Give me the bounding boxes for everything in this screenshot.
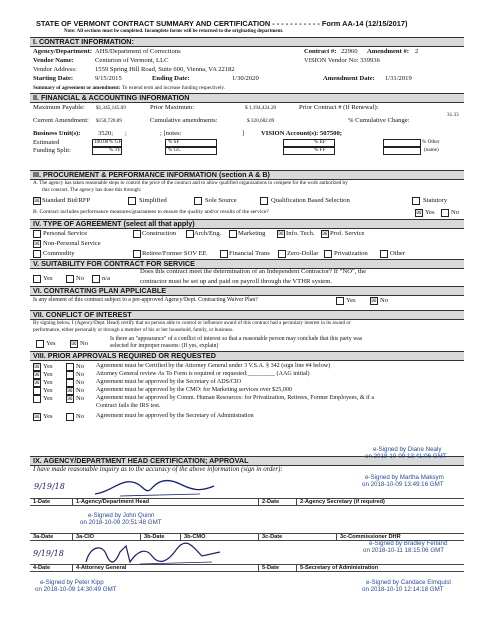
info-tech-label: Info. Tech. <box>286 230 315 237</box>
esign-by-1: e-Signed by Diane Nealy <box>373 446 442 453</box>
conflict-text-2: performance, either personally or through a member of his or her household, family, or business. <box>33 327 234 333</box>
personal-service-checkbox[interactable] <box>33 230 41 238</box>
other-label: % Other <box>422 139 440 145</box>
label-3c-date: 3c-Date <box>262 534 283 540</box>
notes-close: ] <box>242 130 245 137</box>
contracting-plan-question: Is any element of this contract subject to a pre-approved Agency/Dept. Contracting Waiver Plan? <box>33 297 258 303</box>
approval-text: Agreement must be approved by the Secretary of Administration <box>96 413 254 419</box>
procurement-a-text-1: A. The agency has taken reasonable steps to control the price of the contract and to allow qualified organizations to compete for the work authorized by <box>33 180 348 186</box>
sig-divider-g <box>258 533 259 540</box>
vendor-address-label: Vendor Address: <box>33 66 77 73</box>
esign-by-3: e-Signed by John Quinn <box>88 512 155 519</box>
section-certification-approval: IX. AGENCY/DEPARTMENT HEAD CERTIFICATION; APPROVAL <box>30 456 464 466</box>
label-5-secretary-admin: 5-Secretary of Administration <box>300 565 379 571</box>
approval-no-label: No <box>76 371 85 378</box>
prior-contract-label: Prior Contract # (If Renewal): <box>299 104 379 111</box>
business-units-value: 3520; <box>98 130 114 137</box>
esign-on-6: on 2018-10-10 12:14:18 GMT <box>362 586 444 593</box>
label-2-date: 2-Date <box>262 499 280 505</box>
vendor-name-value: Centurion of Vermont, LLC <box>95 57 169 64</box>
ef-field[interactable] <box>283 139 335 147</box>
notes-label: ; [notes: <box>160 130 182 137</box>
form-note: Note: All sections must be completed. Incomplete forms will be returned to the originating department. <box>64 29 284 34</box>
marketing-label: Marketing <box>238 230 266 237</box>
sig-divider-f <box>180 533 181 540</box>
esign-on-2: on 2018-10-09 13:49:16 GMT <box>362 481 444 488</box>
suitability-na-label: n/a <box>102 275 111 282</box>
esign-by-2: e-Signed by Martha Maksym <box>365 474 444 481</box>
funding-split-label: Funding Split: <box>33 147 71 154</box>
label-4-attorney-general: 4-Attorney General <box>76 565 127 571</box>
label-3a-cio: 3a-CIO <box>76 534 95 540</box>
label-3a-date: 3a-Date <box>33 534 54 540</box>
privatization-checkbox[interactable] <box>324 250 332 258</box>
agency-value: AHS/Department of Corrections <box>95 48 181 55</box>
summary-label: Summary of agreement or amendment: <box>33 85 121 91</box>
sf-label: % SF <box>168 139 180 145</box>
sig-divider-j <box>258 564 259 571</box>
handwritten-date-1: 9/19/18 <box>34 482 65 491</box>
summary-value: To extend term and increase funding respectively. <box>122 85 226 91</box>
approval-no-label: No <box>76 363 85 370</box>
gc-label: % GC <box>168 147 181 153</box>
procurement-a-text-2: this contract. The agency has done this through: <box>42 187 142 193</box>
ending-date-label: Ending Date: <box>152 75 190 82</box>
conflict-no-checkbox[interactable]: ☒ <box>71 340 77 347</box>
business-units-separator: ; <box>125 130 127 137</box>
sig-divider-d <box>72 533 73 540</box>
contract-number-value: 22960 <box>341 48 358 55</box>
section-type-of-agreement: IV. TYPE OF AGREEMENT (select all that apply) <box>30 219 464 229</box>
label-5-date: 5-Date <box>262 565 280 571</box>
sig-divider-i <box>72 564 73 571</box>
conflict-yes-label: Yes <box>46 340 56 347</box>
other-name-label: (name) <box>424 147 439 153</box>
performance-measures-question: B. Contract includes performance measures/guarantees to ensure the quality and/or results of the service? <box>33 209 269 215</box>
label-3b-cmo: 3b-CMO <box>184 534 206 540</box>
approval-yes-label: Yes <box>43 395 53 402</box>
performance-yes-checkbox[interactable]: ☒ <box>416 209 422 216</box>
esign-by-5: e-Signed by Peter Kipp <box>40 579 104 586</box>
gf-label: % GF <box>109 139 122 145</box>
approval-no-label: No <box>76 395 85 402</box>
prior-max-value: $ 1,194,424.20 <box>245 105 277 111</box>
label-1-agency-head: 1-Agency/Department Head <box>76 499 150 505</box>
approval-yes-checkbox[interactable]: ☒ <box>34 379 40 386</box>
standard-bid-label: Standard Bid/RFP <box>42 197 91 204</box>
approval-no-label: No <box>76 413 85 420</box>
ff-label: % FF <box>314 147 326 153</box>
label-4-date: 4-Date <box>33 565 51 571</box>
arch-eng-checkbox[interactable] <box>186 230 194 238</box>
qualification-based-label: Qualification Based Selection <box>271 197 350 204</box>
qualification-based-checkbox[interactable] <box>260 197 268 205</box>
approval-yes-label: Yes <box>43 379 53 386</box>
agency-head-signature <box>90 474 220 500</box>
tf-label: % TF <box>109 147 121 153</box>
max-payable-label: Maximum Payable: <box>33 104 85 111</box>
amendment-date-value: 1/31/2019 <box>385 75 412 82</box>
section-conflict-of-interest: VII. CONFLICT OF INTEREST <box>30 310 464 320</box>
max-payable-value: $1,345,145.09 <box>96 105 126 111</box>
financial-trans-label: Financial Trans <box>229 250 270 257</box>
approval-no-checkbox[interactable]: ☒ <box>67 395 73 402</box>
retiree-checkbox[interactable] <box>133 250 141 258</box>
label-3c-commissioner: 3c-Commissioner DHR <box>340 534 401 540</box>
sole-source-label: Sole Source <box>205 197 237 204</box>
other-field[interactable] <box>383 139 421 147</box>
conflict-no-label: No <box>80 340 89 347</box>
cumulative-amendments-label: Cumulative amendments: <box>150 117 218 124</box>
esign-on-4: on 2018-10-11 18:15:06 GMT <box>363 547 445 554</box>
section-financial-accounting: II. FINANCIAL & ACCOUNTING INFORMATION <box>30 93 464 103</box>
business-units-label: Business Unit(s): <box>33 130 81 137</box>
simplified-checkbox[interactable] <box>128 197 136 205</box>
approval-yes-label: Yes <box>43 363 53 370</box>
suitability-no-checkbox[interactable] <box>66 275 74 283</box>
sig-divider-h <box>336 533 337 540</box>
estimated-label: Estimated <box>33 139 60 146</box>
section-procurement-performance: III. PROCUREMENT & PERFORMANCE INFORMATION (section A & B) <box>30 170 464 180</box>
approval-text: Attorney General review As To Form is required or requested:_________ (AAG initial) <box>96 371 310 377</box>
prof-service-checkbox[interactable]: ☒ <box>322 230 328 237</box>
approval-text: Agreement must be Certified by the Attorney General under 3 V.S.A. § 342 (sign line #4 below) <box>96 363 331 369</box>
vision-accounts: VISION Account(s): 507500; <box>261 130 342 137</box>
statutory-checkbox[interactable] <box>412 197 420 205</box>
esign-on-3: on 2018-10-09 20:51:48 GMT <box>80 519 162 526</box>
performance-no-label: No <box>451 209 460 216</box>
approval-text: Agreement must be approved by the Secretary of ADS/CIO <box>96 379 242 385</box>
sig-divider-a <box>72 498 73 505</box>
approval-no-checkbox[interactable]: ☒ <box>67 387 73 394</box>
approval-text: Contract fails the IRS test. <box>96 403 161 409</box>
ending-date-value: 1/30/2020 <box>232 75 259 82</box>
other-name-field[interactable] <box>383 147 421 155</box>
section-suitability: V. SUITABILITY FOR CONTRACT FOR SERVICE <box>30 259 464 269</box>
label-1-date: 1-Date <box>33 499 51 505</box>
starting-date-label: Starting Date: <box>33 75 74 82</box>
zero-dollar-checkbox[interactable] <box>278 250 286 258</box>
label-2-agency-secretary: 2-Agency Secretary (if required) <box>300 499 385 505</box>
amendment-date-label: Amendment Date: <box>323 75 375 82</box>
suitability-text-1: Does this contract meet the determination of an Independent Contractor? If "NO", the <box>140 268 367 275</box>
vendor-address-value: 1559 Spring Hill Road, Suite 600, Vienna, VA 22182 <box>95 66 235 73</box>
approval-no-checkbox[interactable] <box>66 363 74 371</box>
handwritten-date-4: 9/19/18 <box>33 549 64 558</box>
approval-no-checkbox[interactable] <box>66 371 74 379</box>
certification-statement: I have made reasonable inquiry as to the accuracy of the above information (sign in order): <box>33 466 283 473</box>
section-prior-approvals: VIII. PRIOR APPROVALS REQUIRED OR REQUESTED <box>30 351 464 361</box>
amendment-number-label: Amendment #: <box>367 48 409 55</box>
gf-value: 100.00 <box>94 139 109 145</box>
approval-text: Agreement must be approved by Comm. Human Resources: for Privatization, Retirees, Former Employees, & if a <box>96 395 375 401</box>
conflict-yes-checkbox[interactable] <box>36 340 44 348</box>
approval-yes-checkbox[interactable]: ☒ <box>34 363 40 370</box>
amendment-number-value: 2 <box>415 48 419 55</box>
personal-service-label: Personal Service <box>43 230 88 237</box>
agency-label: Agency/Department: <box>33 48 92 55</box>
attorney-general-signature <box>80 540 230 568</box>
contracting-plan-yes-label: Yes <box>346 297 356 304</box>
suitability-no-label: No <box>76 275 85 282</box>
statutory-label: Statutory <box>423 197 448 204</box>
performance-no-checkbox[interactable] <box>441 209 449 217</box>
cumulative-change-label: % Cumulative Change: <box>348 117 410 124</box>
section-contract-information: I. CONTRACT INFORMATION: <box>30 37 464 47</box>
current-amendment-label: Current Amendment: <box>33 117 89 124</box>
construction-checkbox[interactable] <box>133 230 141 238</box>
approval-yes-checkbox[interactable]: ☒ <box>34 371 40 378</box>
contracting-plan-yes-checkbox[interactable] <box>336 297 344 305</box>
cumulative-amendments-value: $ 320,682.09 <box>247 118 275 124</box>
sig-divider-k <box>296 564 297 571</box>
approval-yes-label: Yes <box>43 371 53 378</box>
ff-field[interactable] <box>283 147 335 155</box>
section-contracting-plan: VI. CONTRACTING PLAN APPLICABLE <box>30 286 464 296</box>
conflict-text-1: By signing below, I (Agency/Dept. Head) certify that no person able to control or influence award of this contract had a pecuniary interest in its award or <box>33 320 351 326</box>
ef-label: % EF <box>314 139 326 145</box>
approval-no-checkbox[interactable] <box>66 379 74 387</box>
starting-date-value: 9/15/2015 <box>95 75 122 82</box>
marketing-checkbox[interactable] <box>229 230 237 238</box>
vendor-name-label: Vendor Name: <box>33 57 74 64</box>
approval-yes-checkbox[interactable]: ☒ <box>34 413 40 420</box>
approval-no-checkbox[interactable] <box>66 413 74 421</box>
approval-yes-label: Yes <box>43 387 53 394</box>
approval-yes-label: Yes <box>43 413 53 420</box>
esign-by-4: e-Signed by Bradley Ferland <box>369 540 448 547</box>
approval-text: Agreement must be approved by the CMO: for Marketing services over $25,000 <box>96 387 292 393</box>
simplified-label: Simplified <box>139 197 167 204</box>
performance-yes-label: Yes <box>425 209 435 216</box>
non-personal-service-label: Non-Personal Service <box>43 240 101 247</box>
approval-no-label: No <box>76 379 85 386</box>
approval-yes-checkbox[interactable] <box>33 395 41 403</box>
commodity-label: Commodity <box>43 250 75 257</box>
contracting-plan-no-checkbox[interactable]: ☒ <box>371 297 377 304</box>
current-amendment-value: $150,720.89 <box>96 118 122 124</box>
contracting-plan-no-label: No <box>380 297 389 304</box>
approval-no-label: No <box>76 387 85 394</box>
sig-divider-b <box>258 498 259 505</box>
sig-divider-c <box>296 498 297 505</box>
approval-yes-checkbox[interactable] <box>33 387 41 395</box>
privatization-label: Privatization <box>334 250 368 257</box>
esign-on-1: on 2018-10-09 13:41:06 GMT <box>365 453 447 460</box>
construction-label: Construction <box>142 230 177 237</box>
info-tech-checkbox[interactable]: ☒ <box>278 230 284 237</box>
zero-dollar-label: Zero-Dollar <box>287 250 319 257</box>
other-type-label: Other <box>390 250 406 257</box>
standard-bid-checkbox[interactable]: ☒ <box>34 197 40 204</box>
commodity-checkbox[interactable] <box>33 250 41 258</box>
esign-on-5: on 2018-10-09 14:30:49 GMT <box>35 586 117 593</box>
suitability-na-checkbox[interactable] <box>92 275 100 283</box>
prof-service-label: Prof. Service <box>330 230 365 237</box>
other-type-checkbox[interactable] <box>380 250 388 258</box>
suitability-yes-label: Yes <box>43 275 53 282</box>
prior-max-label: Prior Maximum: <box>150 104 195 111</box>
sig-divider-e <box>140 533 141 540</box>
vision-vendor-number: VISION Vendor No: 339936 <box>304 57 380 64</box>
form-title: STATE OF VERMONT CONTRACT SUMMARY AND CERTIFICATION - - - - - - - - - - - Form AA-14 (12/15/2017) <box>36 19 408 28</box>
sole-source-checkbox[interactable] <box>194 197 202 205</box>
conflict-question-2: selected for improper reasons: (If yes, explain) <box>110 343 219 349</box>
esign-by-6: e-Signed by Candace Elmquist <box>366 579 451 586</box>
non-personal-service-checkbox[interactable]: ☒ <box>34 240 40 247</box>
arch-eng-label: Arch/Eng. <box>194 230 222 237</box>
cumulative-change-value: 31.33 <box>447 112 459 118</box>
contract-number-label: Contract #: <box>304 48 337 55</box>
suitability-text-2: contractor must be set up and paid on payroll through the VTHR system. <box>140 278 332 285</box>
suitability-yes-checkbox[interactable] <box>33 275 41 283</box>
retiree-label: Retiree/Former SOV EE <box>142 250 207 257</box>
financial-trans-checkbox[interactable] <box>220 250 228 258</box>
label-3b-date: 3b-Date <box>144 534 165 540</box>
conflict-question-1: Is there an "appearance" of a conflict of interest so that a reasonable person may conclude that this party was <box>110 336 363 342</box>
